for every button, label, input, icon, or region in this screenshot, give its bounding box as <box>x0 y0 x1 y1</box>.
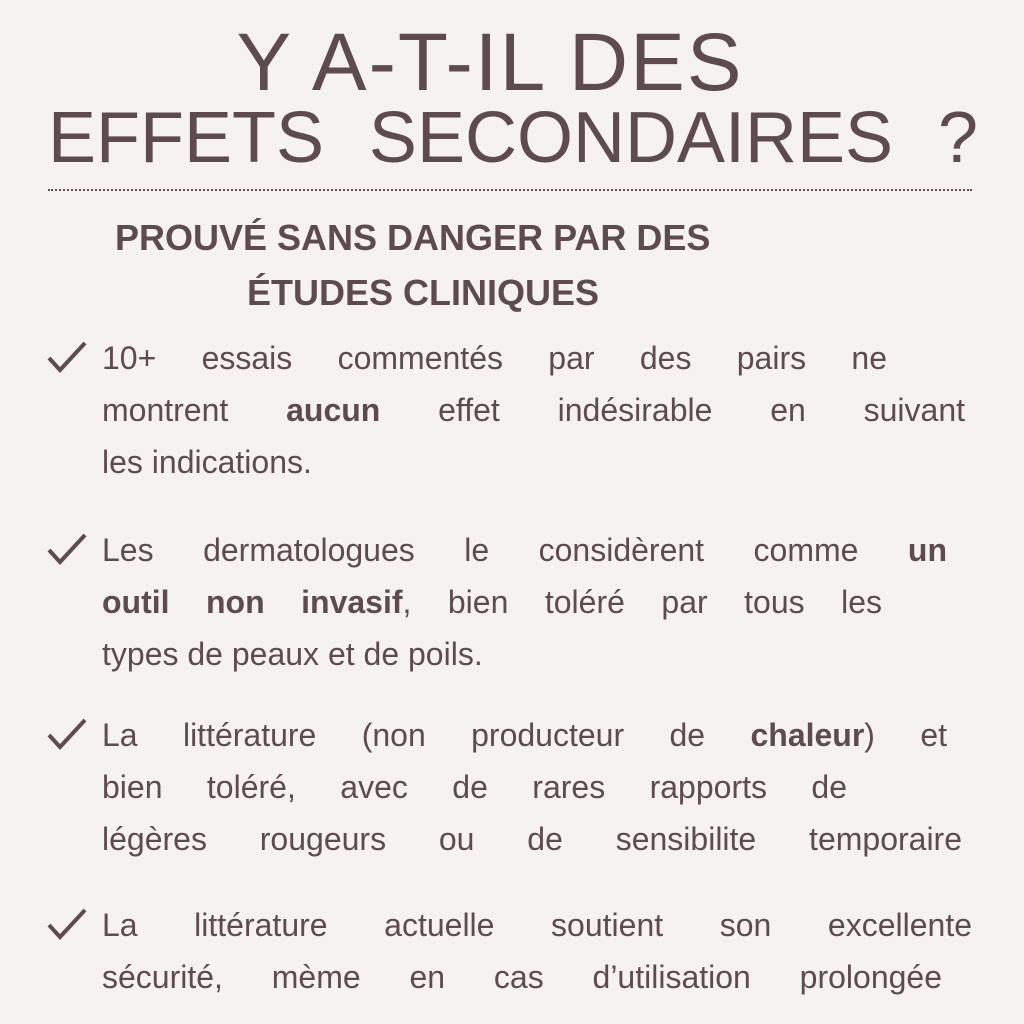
bullet-3-line-1 <box>102 715 947 755</box>
text-segment: bien toléré, avec de rares rapports de <box>102 769 847 805</box>
text-segment: légères rougeurs ou de sensibilite temporaire <box>102 821 962 857</box>
subtitle-line-2: ÉTUDES CLINIQUES <box>247 272 600 313</box>
text-segment: sécurité, mème en cas d’utilisation prolongée <box>102 959 942 995</box>
bullet-2-line-3 <box>102 634 483 674</box>
bullet-1-line-2 <box>102 390 965 430</box>
checkmark-icon <box>46 717 88 751</box>
bullet-4-line-2 <box>102 957 942 997</box>
text-segment: Les dermatologues le considèrent comme <box>102 532 908 568</box>
checkmark-icon <box>46 532 88 566</box>
bold-text: aucun <box>286 392 381 428</box>
checkmark-icon <box>46 907 88 941</box>
text-segment: types de peaux et de poils. <box>102 636 483 672</box>
checkmark-icon <box>46 340 88 374</box>
text-segment: La littérature (non producteur de <box>102 717 751 753</box>
text-segment: montrent <box>102 392 287 428</box>
bullet-3-line-3 <box>102 819 962 859</box>
bullet-2-line-2 <box>102 582 882 622</box>
text-segment: les indications. <box>102 444 312 480</box>
text-segment: effet indésirable en suivant <box>380 392 966 428</box>
bullet-1-line-3 <box>102 442 312 482</box>
bullet-2-line-1 <box>102 530 947 570</box>
bold-text: outil non invasif <box>102 584 403 620</box>
text-segment: La littérature actuelle soutient son excellente <box>102 907 972 943</box>
bullet-1-line-1 <box>102 338 887 378</box>
title-line-1: Y A-T-IL DES <box>236 17 744 108</box>
bullet-3-line-2 <box>102 767 847 807</box>
subtitle-line-1: PROUVÉ SANS DANGER PAR DES <box>115 217 711 258</box>
dotted-divider <box>48 189 972 191</box>
text-segment: , bien toléré par tous les <box>402 584 883 620</box>
bold-text: chaleur <box>750 717 865 753</box>
text-segment: 10+ essais commentés par des pairs ne <box>102 340 887 376</box>
bullet-4-line-1 <box>102 905 972 945</box>
bold-text: un <box>907 532 947 568</box>
title-line-2: EFFETS SECONDAIRES ? <box>48 98 978 178</box>
text-segment: ) et <box>864 717 948 753</box>
